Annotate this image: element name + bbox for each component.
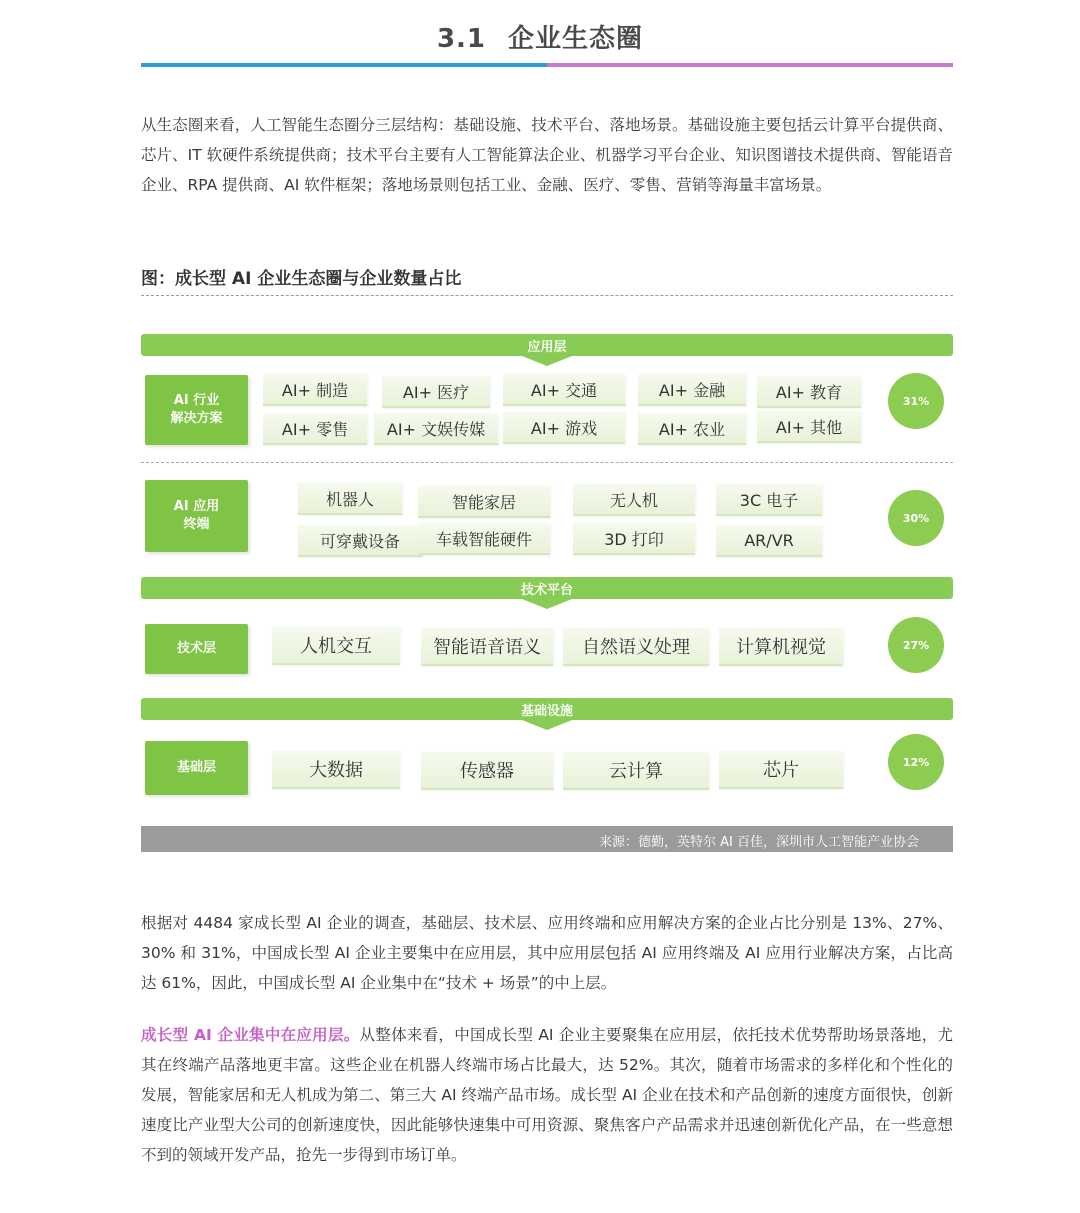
figure-caption: 图：成长型 AI 企业生态圈与企业数量占比: [141, 269, 462, 289]
row-tag-terminal: AI 应用 终端: [145, 480, 248, 552]
ecosystem-tile: AR/VR: [716, 525, 822, 557]
ecosystem-tile: 大数据: [272, 751, 400, 789]
section-title: [0, 18, 1080, 55]
layer-bar-infrastructure: [141, 698, 953, 720]
figure-source-bar: [141, 826, 953, 852]
ecosystem-tile: 3C 电子: [716, 484, 822, 516]
layer-bar-label: 技术平台: [520, 583, 573, 598]
row-tag-infra: 基础层: [145, 741, 248, 795]
ecosystem-tile: AI+ 教育: [757, 376, 861, 408]
layer-bar-tech-platform: [141, 577, 953, 599]
highlight-heading: 成长型 AI 企业集中在应用层。: [141, 1026, 360, 1044]
ecosystem-tile: AI+ 制造: [263, 374, 367, 406]
ecosystem-tile: 无人机: [573, 484, 695, 516]
ecosystem-tile: 3D 打印: [573, 523, 695, 555]
analysis-paragraph: 根据对 4484 家成长型 AI 企业的调查，基础层、技术层、应用终端和应用解决方案的企业占比分别是 13%、27%、30% 和 31%，中国成长型 AI 企业主要集中在应用层，其中应用层包括 AI 应用终端及 AI 应用行业解决方案，占比高达 61%，因此，中国成长型 AI 企业集中在“技术 + 场景”的中上层。: [141, 914, 953, 992]
percent-badge-tech: 27%: [888, 617, 944, 673]
row-tag-industry: AI 行业 解决方案: [145, 375, 248, 445]
ecosystem-tile: 芯片: [719, 751, 843, 789]
ecosystem-tile: 可穿戴设备: [298, 525, 422, 557]
ecosystem-tile: AI+ 交通: [503, 374, 625, 406]
ecosystem-tile: 智能家居: [418, 486, 550, 518]
layer-bar-arrow: [522, 720, 572, 730]
percent-badge-infra: 12%: [888, 734, 944, 790]
ecosystem-tile: 智能语音语义: [421, 628, 553, 666]
conclusion-text: 从整体来看，中国成长型 AI 企业主要聚集在应用层，依托技术优势帮助场景落地，尤其在终端产品落地更丰富。这些企业在机器人终端市场占比最大，达 52%。其次，随着市场需求的多样化和个性化的发展，智能家居和无人机成为第二、第三大 AI 终端产品市场。成长型 AI 企业在技术和产品创新的速度方面很快，创新速度比产业型大公司的创新速度快，因此能够快速集中可用资源、聚焦客户产品需求并迅速创新优化产品，在一些意想不到的领域开发产品，抢先一步得到市场订单。: [141, 1026, 953, 1164]
row-separator: [141, 462, 953, 463]
ecosystem-tile: 自然语义处理: [563, 628, 709, 666]
ecosystem-tile: 车载智能硬件: [418, 523, 550, 555]
ecosystem-tile: AI+ 游戏: [503, 412, 625, 444]
section-number: 3.1: [436, 24, 487, 54]
layer-bar-label: 应用层: [527, 340, 567, 355]
percent-badge-terminal: 30%: [888, 490, 944, 546]
layer-bar-application: [141, 334, 953, 356]
intro-paragraph: 从生态圈来看，人工智能生态圈分三层结构：基础设施、技术平台、落地场景。基础设施主要包括云计算平台提供商、芯片、IT 软硬件系统提供商；技术平台主要有人工智能算法企业、机器学习平台企业、知识图谱技术提供商、智能语音企业、RPA 提供商、AI 软件框架；落地场景则包括工业、金融、医疗、零售、营销等海量丰富场景。: [141, 116, 953, 194]
title-divider: [141, 63, 953, 67]
ecosystem-tile: 人机交互: [272, 627, 400, 665]
layer-bar-arrow: [522, 599, 572, 609]
ecosystem-tile: AI+ 零售: [263, 413, 367, 445]
ecosystem-tile: AI+ 金融: [638, 374, 746, 406]
ecosystem-tile: AI+ 农业: [638, 413, 746, 445]
figure-caption-divider: [141, 295, 953, 296]
figure-source-text: 来源：德勤，英特尔 AI 百佳，深圳市人工智能产业协会: [599, 835, 919, 850]
row-tag-tech: 技术层: [145, 624, 248, 674]
conclusion-paragraph: [141, 1020, 953, 1170]
ecosystem-tile: 计算机视觉: [719, 628, 843, 666]
section-title-text: 企业生态圈: [508, 24, 644, 54]
ecosystem-tile: AI+ 其他: [757, 411, 861, 443]
percent-badge-industry: 31%: [888, 373, 944, 429]
layer-bar-arrow: [522, 356, 572, 366]
ecosystem-tile: AI+ 文娱传媒: [374, 413, 498, 445]
layer-bar-label: 基础设施: [520, 704, 573, 719]
ecosystem-tile: AI+ 医疗: [382, 376, 490, 408]
ecosystem-tile: 机器人: [298, 483, 402, 515]
ecosystem-tile: 云计算: [563, 752, 709, 790]
ecosystem-tile: 传感器: [421, 752, 553, 790]
